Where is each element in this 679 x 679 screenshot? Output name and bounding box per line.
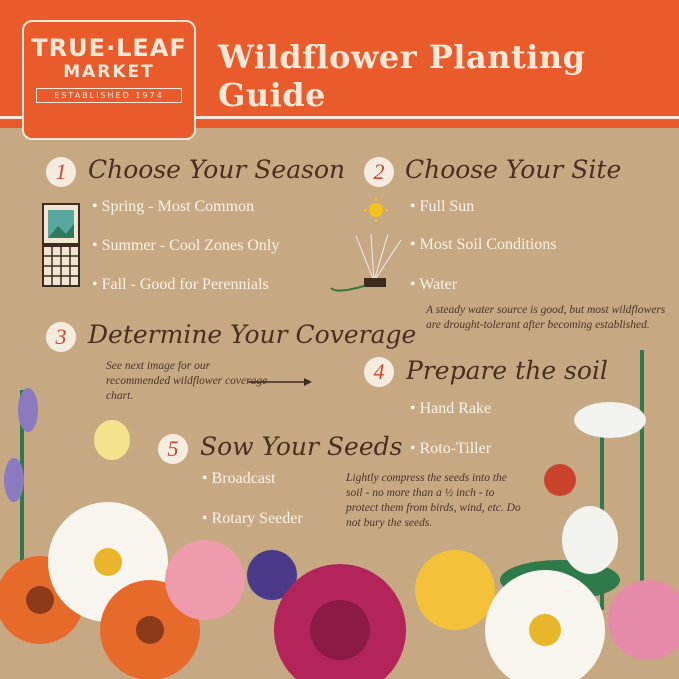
logo-established: ESTABLISHED 1974	[36, 88, 182, 103]
step-number-4: 4	[364, 357, 394, 387]
coverage-note: See next image for our recommended wildflower coverage chart.	[106, 360, 268, 402]
logo-line2: MARKET	[63, 62, 155, 82]
step-number-2: 2	[364, 157, 394, 187]
season-item: • Summer - Cool Zones Only	[92, 237, 279, 255]
site-item: • Most Soil Conditions	[410, 236, 557, 254]
soil-item: • Hand Rake	[410, 400, 491, 418]
step-number-1: 1	[46, 157, 76, 187]
season-item: • Fall - Good for Perennials	[92, 276, 269, 294]
sow-item: • Rotary Seeder	[202, 510, 303, 528]
step-title-3: Determine Your Coverage	[88, 320, 417, 349]
step-number-3: 3	[46, 322, 76, 352]
site-item: • Water	[410, 276, 457, 294]
page-title: Wildflower Planting Guide	[218, 38, 586, 114]
step-title-1: Choose Your Season	[88, 155, 346, 184]
sun-sprinkler-icon	[326, 196, 406, 296]
wildflower-illustration	[0, 330, 679, 679]
step-title-4: Prepare the soil	[406, 356, 608, 385]
step-title-5: Sow Your Seeds	[200, 432, 403, 461]
step-title-2: Choose Your Site	[405, 155, 622, 184]
step-number-5: 5	[158, 434, 188, 464]
sow-item: • Broadcast	[202, 470, 276, 488]
soil-item: • Roto-Tiller	[410, 440, 491, 458]
sow-note: Lightly compress the seeds into the soil - no more than a ½ inch - to protect them from birds, wind, etc. Do not bury the seeds.	[346, 472, 521, 529]
season-item: • Spring - Most Common	[92, 198, 254, 216]
calendar-icon	[42, 202, 82, 288]
site-item: • Full Sun	[410, 198, 474, 216]
logo-line1: TRUE·LEAF	[31, 34, 187, 62]
water-note: A steady water source is good, but most wildflowers are drought-tolerant after becoming established.	[426, 304, 666, 331]
true-leaf-market-logo	[22, 20, 196, 140]
